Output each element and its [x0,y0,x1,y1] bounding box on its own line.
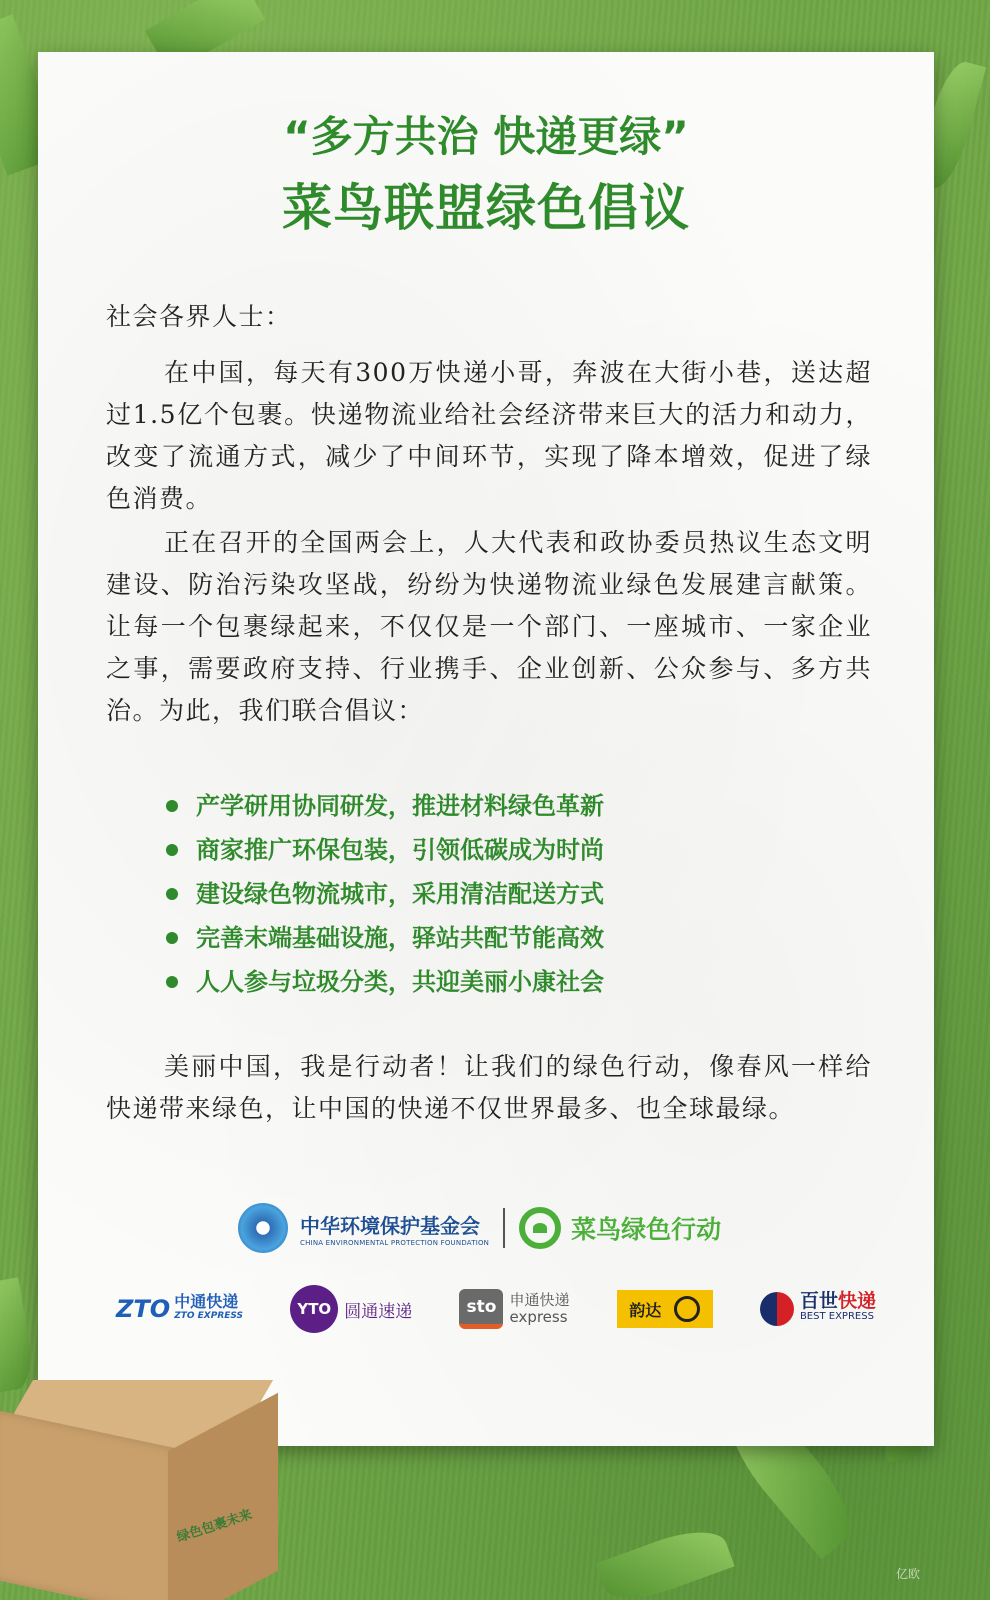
logo-divider [503,1208,505,1248]
cainiao-logo-icon [519,1207,561,1249]
sto-logo [459,1289,569,1329]
list-item [166,960,604,1004]
list-item [166,916,604,960]
sponsor-logos [238,1200,721,1256]
best-name-en: BEST EXPRESS [799,1311,874,1322]
initiative-text: 人人参与垃圾分类，共迎美丽小康社会 [196,968,604,996]
cainiao-green-action: 菜鸟绿色行动 [571,1215,722,1244]
letter-paper [38,52,934,1446]
sto-name-en: express [509,1308,568,1326]
bullet-dot-icon [166,888,178,900]
zto-mark: ZTO [116,1295,171,1323]
cefp-logo-text [300,1210,489,1247]
best-logo [760,1292,876,1326]
greeting: 社会各界人士： [106,302,292,331]
best-name-cn: 百世快递 [799,1290,876,1312]
zto-name-en: ZTO EXPRESS [174,1311,244,1321]
initiative-text: 产学研用协同研发，推进材料绿色革新 [196,792,604,820]
yunda-smile-icon [674,1296,700,1322]
sto-mark: sto [459,1289,503,1329]
title-main: 菜鸟联盟绿色倡议 [282,179,690,237]
initiative-text: 商家推广环保包装，引领低碳成为时尚 [196,836,604,864]
yunda-logo [617,1290,713,1328]
watermark: 亿欧 [896,1567,921,1581]
paragraph-1: 在中国，每天有300万快递小哥，奔波在大街小巷，送达超过1.5亿个包裹。快递物流业给社会经济带来巨大的活力和动力，改变了流通方式，减少了中间环节，实现了降本增效，促进了绿色消费。 [106,358,872,513]
bullet-dot-icon [166,844,178,856]
zto-logo [116,1292,244,1323]
bullet-dot-icon [166,976,178,988]
bullet-dot-icon [166,800,178,812]
cefp-logo-icon [238,1203,288,1253]
zto-name-cn: 中通快递 [174,1292,239,1311]
paragraph-2: 正在召开的全国两会上，人大代表和政协委员热议生态文明建设、防治污染攻坚战，纷纷为快递物流业绿色发展建言献策。让每一个包裹绿起来，不仅仅是一个部门、一座城市、一家企业之事，需要政府支持、行业携手、企业创新、公众参与、多方共治。为此，我们联合倡议： [106,528,872,725]
list-item [166,784,604,828]
sto-name-cn: 申通快递 [509,1291,570,1309]
initiative-text: 建设绿色物流城市，采用清洁配送方式 [196,880,604,908]
cefp-name-cn: 中华环境保护基金会 [300,1213,480,1238]
cardboard-box-illustration [0,1370,270,1600]
yto-logo [290,1285,412,1333]
list-item [166,828,604,872]
cefp-name-en: CHINA ENVIRONMENTAL PROTECTION FOUNDATION [300,1238,490,1247]
yunda-name-cn: 韵达 [629,1300,662,1320]
courier-logos [116,1284,876,1334]
initiative-text: 完善末端基础设施，驿站共配节能高效 [196,924,604,952]
title-slogan: “多方共治 快递更绿” [283,112,689,161]
leaf-decoration-bottom-right-3 [595,1519,734,1600]
initiative-list [166,784,604,1004]
box-label: 绿色包裹未来 [175,1507,255,1546]
yto-mark: YTO [290,1285,338,1333]
best-mark-icon [760,1292,794,1326]
closing-paragraph: 美丽中国，我是行动者！让我们的绿色行动，像春风一样给快递带来绿色，让中国的快递不仅世界最多、也全球最绿。 [106,1052,872,1123]
yto-name-cn: 圆通速递 [344,1301,413,1322]
list-item [166,872,604,916]
bullet-dot-icon [166,932,178,944]
